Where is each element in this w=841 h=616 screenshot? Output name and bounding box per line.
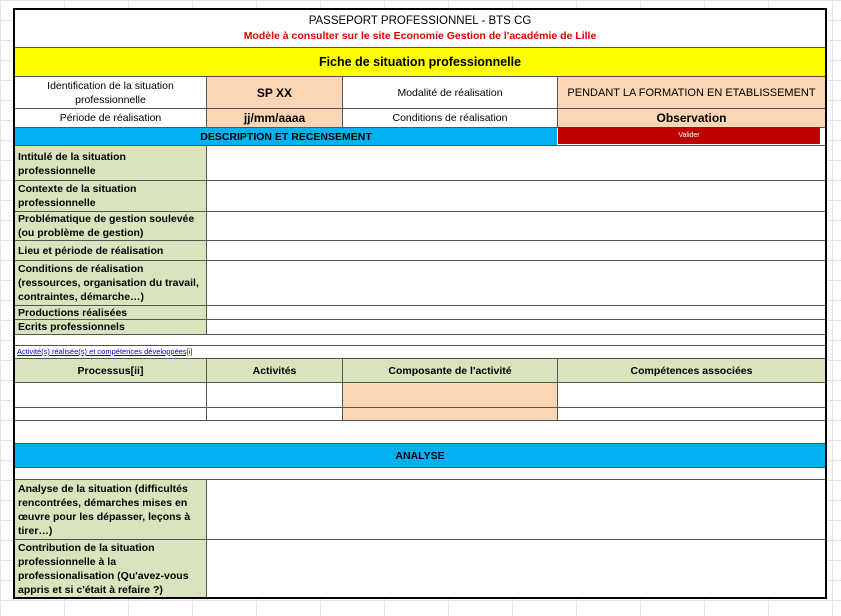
- problematique-input[interactable]: [207, 212, 825, 240]
- column-composante: Composante de l'activité: [343, 359, 557, 382]
- analyse-situation-input[interactable]: [207, 480, 825, 539]
- description-header: DESCRIPTION ET RECENSEMENT: [15, 128, 557, 145]
- lieu-input[interactable]: [207, 241, 825, 260]
- column-competences: Compétences associées: [558, 359, 825, 382]
- valider-button[interactable]: Valider: [558, 127, 820, 144]
- description-row-conditions: Conditions de réalisation (ressources, organisation du travail, contraintes, démarche…): [18, 263, 199, 303]
- description-row-ecrits: Ecrits professionnels: [18, 321, 125, 333]
- fiche-form: [13, 8, 827, 599]
- competences-cell[interactable]: [558, 383, 825, 407]
- analyse-row-contribution: Contribution de la situation professionnelle à la professionalisation (Qu'avez-vous appris et si c'était à refaire ?): [18, 541, 189, 596]
- conditions-value[interactable]: Observation: [558, 109, 825, 127]
- description-row-contexte: Contexte de la situation professionnelle: [18, 183, 137, 209]
- description-row-lieu: Lieu et période de réalisation: [18, 244, 164, 257]
- analyse-header: ANALYSE: [15, 444, 825, 467]
- form-header: [15, 10, 825, 47]
- intitule-input[interactable]: [207, 146, 825, 180]
- ecrits-input[interactable]: [207, 320, 825, 334]
- analyse-row-situation: Analyse de la situation (difficultés rencontrées, démarches mises en œuvre pour les dépasser, leçons à tirer…): [18, 482, 191, 537]
- analyse-contribution-input[interactable]: [207, 540, 825, 597]
- composante-cell[interactable]: [343, 383, 557, 407]
- activites-cell[interactable]: [207, 383, 342, 407]
- modalite-label: Modalité de réalisation: [397, 86, 503, 99]
- composante-cell-2[interactable]: [343, 408, 557, 420]
- description-row-problematique: Problématique de gestion soulevée (ou problème de gestion): [18, 213, 195, 239]
- periode-value[interactable]: jj/mm/aaaa: [207, 109, 342, 127]
- description-row-productions: Productions réalisées: [18, 306, 128, 319]
- identification-value[interactable]: SP XX: [207, 77, 342, 108]
- column-activites: Activités: [207, 359, 342, 382]
- periode-label: Période de réalisation: [59, 112, 162, 124]
- productions-input[interactable]: [207, 306, 825, 319]
- identification-label: Identification de la situation professionnelle: [47, 79, 174, 106]
- modalite-value[interactable]: PENDANT LA FORMATION EN ETABLISSEMENT: [558, 77, 825, 108]
- header-title: PASSEPORT PROFESSIONNEL - BTS CG: [308, 15, 532, 27]
- description-row-intitule: Intitulé de la situation professionnelle: [18, 150, 126, 177]
- column-processus: Processus[ii]: [15, 359, 206, 382]
- conditions-label: Conditions de réalisation: [392, 112, 508, 124]
- header-subtitle: Modèle à consulter sur le site Economie Gestion de l'académie de Lille: [243, 30, 597, 42]
- activites-link[interactable]: Activité(s) réalisée(s) et compétences développées[i]: [17, 347, 193, 356]
- fiche-title: Fiche de situation professionnelle: [15, 48, 825, 76]
- contexte-input[interactable]: [207, 181, 825, 211]
- processus-cell[interactable]: [15, 383, 206, 407]
- conditions-input[interactable]: [207, 261, 825, 305]
